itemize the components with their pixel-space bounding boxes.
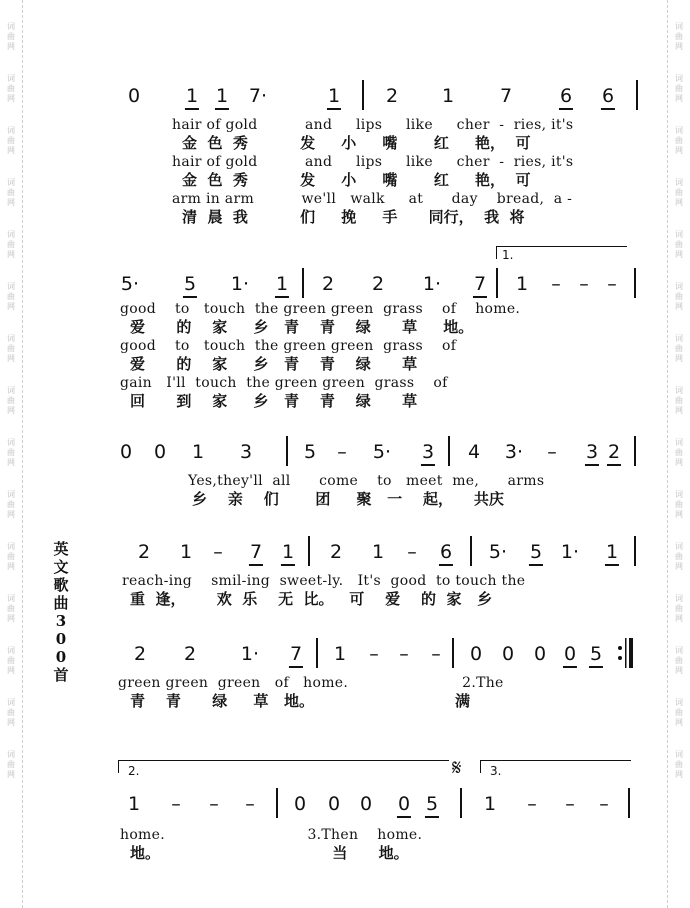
watermark-glyph-group — [7, 230, 15, 260]
note: 2 — [137, 541, 151, 563]
watermark-glyph: 词 — [7, 74, 15, 83]
note: – — [431, 643, 441, 665]
lyric-line: 爱 的 家 乡 青 青 绿 草 — [130, 355, 418, 373]
barline — [634, 436, 636, 466]
watermark-glyph-group — [7, 126, 15, 156]
watermark-glyph: 词 — [7, 490, 15, 499]
watermark-glyph: 词 — [7, 386, 15, 395]
note: 5 — [589, 642, 603, 668]
note: 0 — [469, 643, 483, 665]
watermark-glyph: 词 — [675, 646, 683, 655]
barline — [286, 436, 288, 466]
note: – — [209, 793, 219, 815]
watermark-glyph: 曲 — [675, 188, 683, 197]
watermark-glyph: 词 — [675, 74, 683, 83]
lyric-line: 青 青 绿 草 地。 满 — [130, 692, 470, 710]
note: 0 — [293, 793, 307, 815]
note: 1 — [179, 541, 193, 563]
segno-sign: 𝄋 — [452, 756, 462, 781]
watermark-glyph: 词 — [7, 542, 15, 551]
note: 0 — [397, 792, 411, 818]
watermark-glyph: 曲 — [7, 708, 15, 717]
watermark-glyph: 词 — [7, 646, 15, 655]
watermark-glyph: 网 — [675, 146, 683, 155]
watermark-glyph: 曲 — [7, 136, 15, 145]
watermark-glyph-group — [7, 594, 15, 624]
lyric-line: 地。 当 地。 — [130, 844, 409, 862]
lyric-line: 乡 亲 们 团 聚 一 起， 共庆 — [192, 490, 504, 508]
watermark-glyph-group — [675, 22, 683, 52]
note: 1· — [560, 541, 580, 563]
volta-label: 1. — [502, 248, 514, 262]
barline — [448, 436, 450, 466]
note: – — [245, 793, 255, 815]
note: 1 — [483, 793, 497, 815]
note: – — [213, 541, 223, 563]
notes-row — [0, 434, 690, 468]
watermark-glyph: 网 — [675, 354, 683, 363]
note: 6 — [439, 540, 453, 566]
watermark-glyph: 网 — [675, 614, 683, 623]
watermark-glyph: 词 — [7, 126, 15, 135]
watermark-glyph: 曲 — [675, 760, 683, 769]
lyric-line: hair of gold and lips like cher - ries, it's — [172, 154, 574, 170]
watermark-glyph: 词 — [675, 126, 683, 135]
watermark-glyph-group — [675, 334, 683, 364]
lyric-line: Yes,they'll all come to meet me, arms — [188, 473, 545, 489]
watermark-glyph: 网 — [675, 458, 683, 467]
note: 1 — [371, 541, 385, 563]
title-glyph: 曲 — [53, 594, 69, 612]
note: 3 — [239, 441, 253, 463]
note: 5 — [425, 792, 439, 818]
notes-row — [0, 78, 690, 112]
watermark-glyph-group — [7, 490, 15, 520]
notes-row — [0, 786, 690, 820]
watermark-glyph: 曲 — [7, 292, 15, 301]
watermark-glyph-group — [675, 490, 683, 520]
note: 1 — [441, 85, 455, 107]
watermark-glyph-group — [7, 750, 15, 780]
watermark-glyph: 网 — [7, 718, 15, 727]
volta-bracket-2 — [118, 760, 449, 773]
watermark-glyph: 网 — [675, 42, 683, 51]
lyric-line: 金 色 秀 发 小 嘴 红 艳， 可 — [182, 134, 531, 152]
watermark-glyph: 曲 — [675, 604, 683, 613]
note: 7 — [249, 540, 263, 566]
note: – — [407, 541, 417, 563]
watermark-glyph: 网 — [7, 198, 15, 207]
watermark-glyph: 词 — [7, 178, 15, 187]
watermark-glyph: 词 — [7, 22, 15, 31]
note: 1 — [327, 84, 341, 110]
note: 0 — [359, 793, 373, 815]
note: 1 — [185, 84, 199, 110]
watermark-glyph: 词 — [7, 334, 15, 343]
note: 4 — [467, 441, 481, 463]
lyric-line: arm in arm we'll walk at day bread, a - — [172, 191, 573, 207]
watermark-glyph: 曲 — [675, 240, 683, 249]
watermark-glyph: 曲 — [7, 448, 15, 457]
watermark-glyph: 网 — [675, 406, 683, 415]
lyric-line: green green green of home. 2.The — [118, 675, 504, 691]
note: 6 — [559, 84, 573, 110]
note: 7 — [499, 85, 513, 107]
note: 1· — [230, 273, 250, 295]
watermark-glyph: 曲 — [7, 188, 15, 197]
note: 3 — [421, 440, 435, 466]
barline — [634, 536, 636, 566]
watermark-glyph: 曲 — [675, 708, 683, 717]
watermark-glyph: 曲 — [7, 760, 15, 769]
volta-bracket-1 — [496, 246, 627, 259]
watermark-glyph: 网 — [7, 770, 15, 779]
watermark-glyph: 网 — [675, 510, 683, 519]
note: 1 — [605, 540, 619, 566]
watermark-glyph: 网 — [7, 354, 15, 363]
title-glyph: 英 — [53, 540, 69, 558]
watermark-glyph: 曲 — [7, 604, 15, 613]
watermark-glyph: 曲 — [675, 84, 683, 93]
watermark-glyph: 词 — [7, 438, 15, 447]
watermark-glyph: 网 — [7, 94, 15, 103]
watermark-glyph: 曲 — [675, 292, 683, 301]
note: 5· — [372, 441, 392, 463]
lyric-line: hair of gold and lips like cher - ries, it's — [172, 117, 574, 133]
title-glyph: 0 — [55, 648, 67, 666]
barline — [470, 536, 472, 566]
watermark-glyph-group — [7, 178, 15, 208]
watermark-glyph: 网 — [7, 562, 15, 571]
note: 2 — [321, 273, 335, 295]
note: – — [171, 793, 181, 815]
watermark-glyph: 网 — [675, 718, 683, 727]
watermark-glyph: 网 — [675, 198, 683, 207]
watermark-glyph: 曲 — [675, 448, 683, 457]
note: – — [579, 273, 589, 295]
watermark-glyph-group — [675, 230, 683, 260]
watermark-glyph: 网 — [675, 250, 683, 259]
watermark-glyph: 网 — [7, 458, 15, 467]
note: 1 — [281, 540, 295, 566]
watermark-glyph-group — [675, 750, 683, 780]
watermark-glyph-group — [675, 594, 683, 624]
note: 7 — [473, 272, 487, 298]
watermark-glyph: 词 — [675, 698, 683, 707]
watermark-glyph: 词 — [675, 334, 683, 343]
watermark-glyph-group — [675, 386, 683, 416]
watermark-glyph: 网 — [7, 302, 15, 311]
note: – — [551, 273, 561, 295]
note: 1 — [333, 643, 347, 665]
watermark-glyph: 曲 — [675, 344, 683, 353]
note: 5 — [303, 441, 317, 463]
note: 2 — [607, 440, 621, 466]
watermark-glyph-group — [675, 126, 683, 156]
watermark-glyph: 曲 — [7, 500, 15, 509]
watermark-glyph: 词 — [675, 490, 683, 499]
note: 2 — [385, 85, 399, 107]
note: 0 — [563, 642, 577, 668]
barline — [496, 268, 498, 298]
barline — [460, 788, 462, 818]
note: – — [369, 643, 379, 665]
title-glyph: 歌 — [53, 576, 69, 594]
watermark-glyph: 网 — [675, 562, 683, 571]
note: 0 — [327, 793, 341, 815]
lyric-line: reach-ing smil-ing sweet-ly. It's good to touch the — [122, 573, 526, 589]
note: 6 — [601, 84, 615, 110]
volta-label: 3. — [490, 764, 502, 778]
notes-row — [0, 266, 690, 300]
watermark-glyph: 网 — [7, 42, 15, 51]
note: 7· — [248, 85, 268, 107]
watermark-glyph: 曲 — [7, 240, 15, 249]
note: 2 — [371, 273, 385, 295]
title-glyph: 0 — [55, 630, 67, 648]
watermark-glyph: 词 — [675, 542, 683, 551]
watermark-glyph: 网 — [7, 666, 15, 675]
barline — [362, 80, 364, 110]
watermark-glyph: 网 — [675, 666, 683, 675]
lyric-line: gain I'll touch the green green grass of — [120, 375, 448, 391]
note: 0 — [501, 643, 515, 665]
watermark-glyph: 曲 — [675, 136, 683, 145]
watermark-glyph-group — [7, 698, 15, 728]
note: – — [599, 793, 609, 815]
note: – — [607, 273, 617, 295]
watermark-glyph: 词 — [675, 22, 683, 31]
watermark-glyph: 网 — [675, 94, 683, 103]
note: 3· — [504, 441, 524, 463]
watermark-glyph: 曲 — [675, 396, 683, 405]
note: 0 — [533, 643, 547, 665]
lyric-line: 回 到 家 乡 青 青 绿 草 — [130, 392, 418, 410]
note: 5· — [488, 541, 508, 563]
repeat-end-sign — [614, 638, 638, 668]
watermark-glyph: 网 — [7, 614, 15, 623]
watermark-glyph: 词 — [675, 230, 683, 239]
title-glyph: 文 — [53, 558, 69, 576]
note: 0 — [127, 85, 141, 107]
lyric-line: 重 逢， 欢 乐 无 比。 可 爱 的 家 乡 — [130, 590, 493, 608]
watermark-glyph: 词 — [7, 282, 15, 291]
watermark-glyph: 曲 — [7, 84, 15, 93]
note: 7 — [289, 642, 303, 668]
watermark-glyph: 词 — [675, 282, 683, 291]
watermark-glyph-group — [675, 698, 683, 728]
note: 0 — [119, 441, 133, 463]
watermark-glyph: 曲 — [7, 656, 15, 665]
lyric-line: 清 晨 我 们 挽 手 同行， 我 将 — [182, 208, 525, 226]
watermark-glyph: 曲 — [7, 344, 15, 353]
note: 5· — [120, 273, 140, 295]
note: 2 — [329, 541, 343, 563]
watermark-glyph: 词 — [675, 386, 683, 395]
note: 2 — [183, 643, 197, 665]
barline — [634, 268, 636, 298]
note: – — [527, 793, 537, 815]
watermark-glyph: 网 — [7, 250, 15, 259]
notes-row — [0, 636, 690, 670]
note: – — [399, 643, 409, 665]
note: 1 — [191, 441, 205, 463]
watermark-glyph: 曲 — [675, 656, 683, 665]
watermark-glyph-group — [7, 22, 15, 52]
note: 1 — [127, 793, 141, 815]
barline — [316, 638, 318, 668]
watermark-glyph: 曲 — [675, 32, 683, 41]
note: – — [565, 793, 575, 815]
barline — [636, 80, 638, 110]
note: 1 — [515, 273, 529, 295]
note: 0 — [153, 441, 167, 463]
watermark-glyph: 网 — [7, 406, 15, 415]
watermark-glyph: 词 — [675, 178, 683, 187]
lyric-line: good to touch the green green grass of home. — [120, 301, 521, 317]
watermark-glyph: 词 — [7, 750, 15, 759]
note: 3 — [585, 440, 599, 466]
title-glyph: 首 — [53, 666, 69, 684]
note: – — [547, 441, 557, 463]
volta-bracket-3 — [480, 760, 631, 773]
barline — [302, 268, 304, 298]
barline — [452, 638, 454, 668]
note: 1 — [215, 84, 229, 110]
watermark-glyph: 词 — [675, 750, 683, 759]
note: – — [337, 441, 347, 463]
note: 2 — [133, 643, 147, 665]
watermark-glyph: 词 — [7, 230, 15, 239]
watermark-glyph: 词 — [7, 698, 15, 707]
watermark-glyph-group — [7, 386, 15, 416]
watermark-glyph: 词 — [675, 438, 683, 447]
note: 1· — [422, 273, 442, 295]
note: 5 — [183, 272, 197, 298]
watermark-glyph: 网 — [675, 770, 683, 779]
watermark-glyph: 曲 — [7, 552, 15, 561]
lyric-line: 金 色 秀 发 小 嘴 红 艳， 可 — [182, 171, 531, 189]
watermark-glyph: 网 — [7, 510, 15, 519]
watermark-glyph-group — [7, 334, 15, 364]
watermark-glyph: 曲 — [675, 552, 683, 561]
lyric-line: good to touch the green green grass of — [120, 338, 457, 354]
barline — [276, 788, 278, 818]
title-glyph: 3 — [55, 612, 67, 630]
watermark-glyph: 曲 — [7, 396, 15, 405]
note: 1· — [240, 643, 260, 665]
note: 5 — [529, 540, 543, 566]
note: 1 — [275, 272, 289, 298]
barline — [628, 788, 630, 818]
watermark-glyph: 词 — [675, 594, 683, 603]
notes-row — [0, 534, 690, 568]
volta-label: 2. — [128, 764, 140, 778]
watermark-glyph: 曲 — [675, 500, 683, 509]
watermark-glyph: 词 — [7, 594, 15, 603]
lyric-line: home. 3.Then home. — [120, 827, 423, 843]
watermark-glyph: 曲 — [7, 32, 15, 41]
watermark-glyph-group — [675, 178, 683, 208]
watermark-glyph: 网 — [675, 302, 683, 311]
watermark-glyph: 网 — [7, 146, 15, 155]
lyric-line: 爱 的 家 乡 青 青 绿 草 地。 — [130, 318, 474, 336]
barline — [308, 536, 310, 566]
